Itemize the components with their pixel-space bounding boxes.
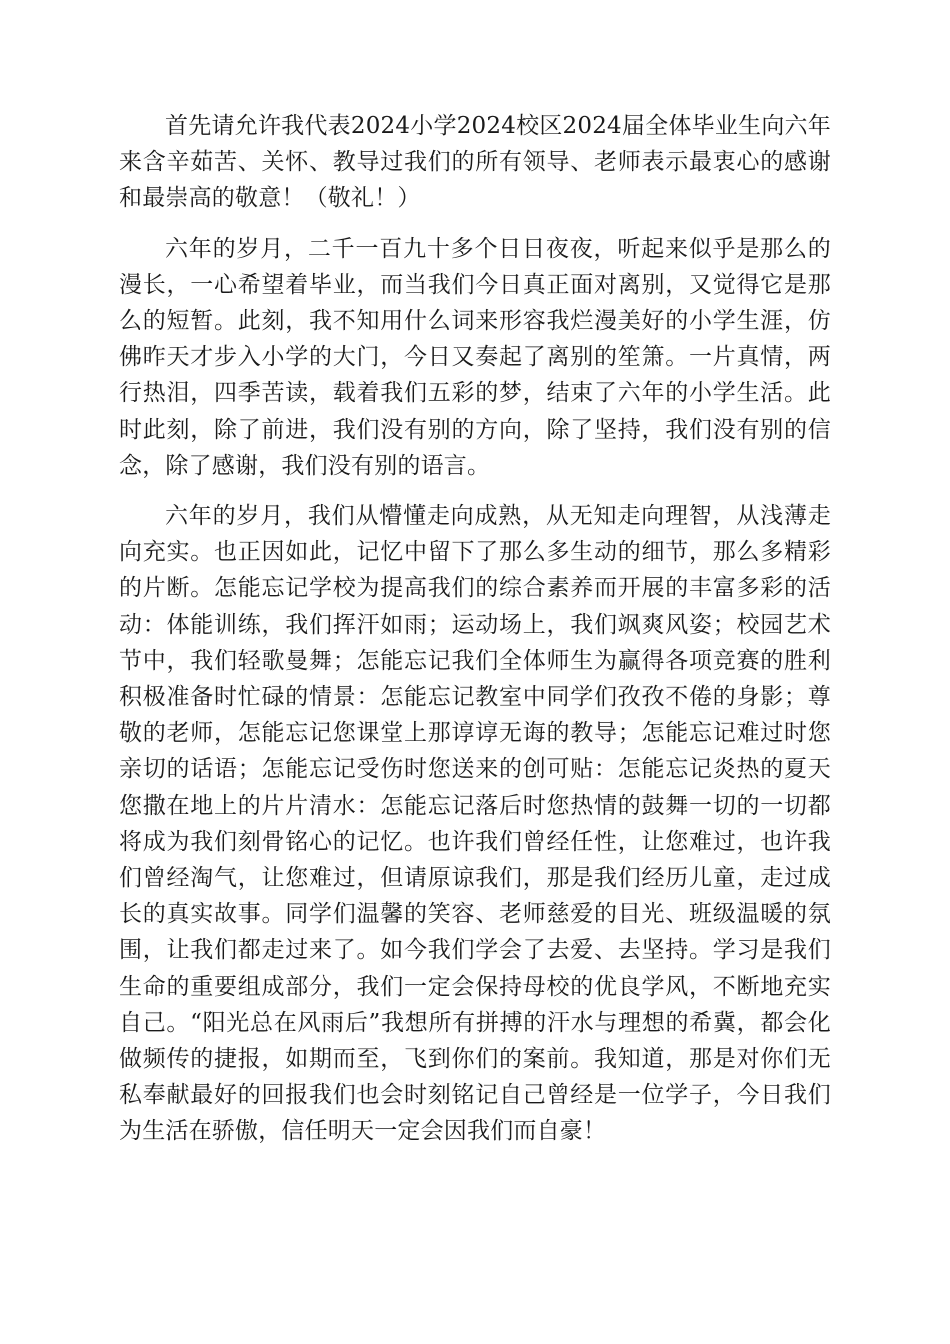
paragraph-intro: 首先请允许我代表2024小学2024校区2024届全体毕业生向六年来含辛茹苦、关怀、教导过我们的所有领导、老师表示最衷心的感谢和最崇高的敬意！（敬礼！） bbox=[119, 113, 831, 212]
paragraph-memories: 六年的岁月，我们从懵懂走向成熟，从无知走向理智，从浅薄走向充实。也正因如此，记忆中留下了那么多生动的细节，那么多精彩的片断。怎能忘记学校为提高我们的综合素养而开展的丰富多彩的活动：体能训练，我们挥汗如雨；运动场上，我们飒爽风姿；校园艺术节中，我们轻歌曼舞；怎能忘记我们全体师生为赢得各项竞赛的胜利积极准备时忙碌的情景：怎能忘记教室中同学们孜孜不倦的身影；尊敬的老师，怎能忘记您课堂上那谆谆无诲的教导；怎能忘记难过时您亲切的话语；怎能忘记受伤时您送来的创可贴：怎能忘记炎热的夏天您撒在地上的片片清水：怎能忘记落后时您热情的鼓舞一切的一切都将成为我们刻骨铭心的记忆。也许我们曾经任性，让您难过，也许我们曾经淘气，让您难过，但请原谅我们，那是我们经历儿童，走过成长的真实故事。同学们温馨的笑容、老师慈爱的目光、班级温暖的氛围，让我们都走过来了。如今我们学会了去爱、去坚持。学习是我们生命的重要组成部分，我们一定会保持母校的优良学风，不断地充实自己。“阳光总在风雨后”我想所有拼搏的汗水与理想的希冀，都会化做频传的捷报，如期而至，飞到你们的案前。我知道，那是对你们无私奉献最好的回报我们也会时刻铭记自己曾经是一位学子，今日我们为生活在骄傲，信任明天一定会因我们而自豪！ bbox=[119, 503, 831, 1145]
paragraph-six-years: 六年的岁月，二千一百九十多个日日夜夜，听起来似乎是那么的漫长，一心希望着毕业，而当我们今日真正面对离别，又觉得它是那么的短暂。此刻，我不知用什么词来形容我烂漫美好的小学生涯，仿佛昨天才步入小学的大门，今日又奏起了离别的笙箫。一片真情，两行热泪，四季苦读，载着我们五彩的梦，结束了六年的小学生活。此时此刻，除了前进，我们没有别的方向，除了坚持，我们没有别的信念，除了感谢，我们没有别的语言。 bbox=[119, 235, 831, 479]
document-page bbox=[119, 108, 831, 1150]
